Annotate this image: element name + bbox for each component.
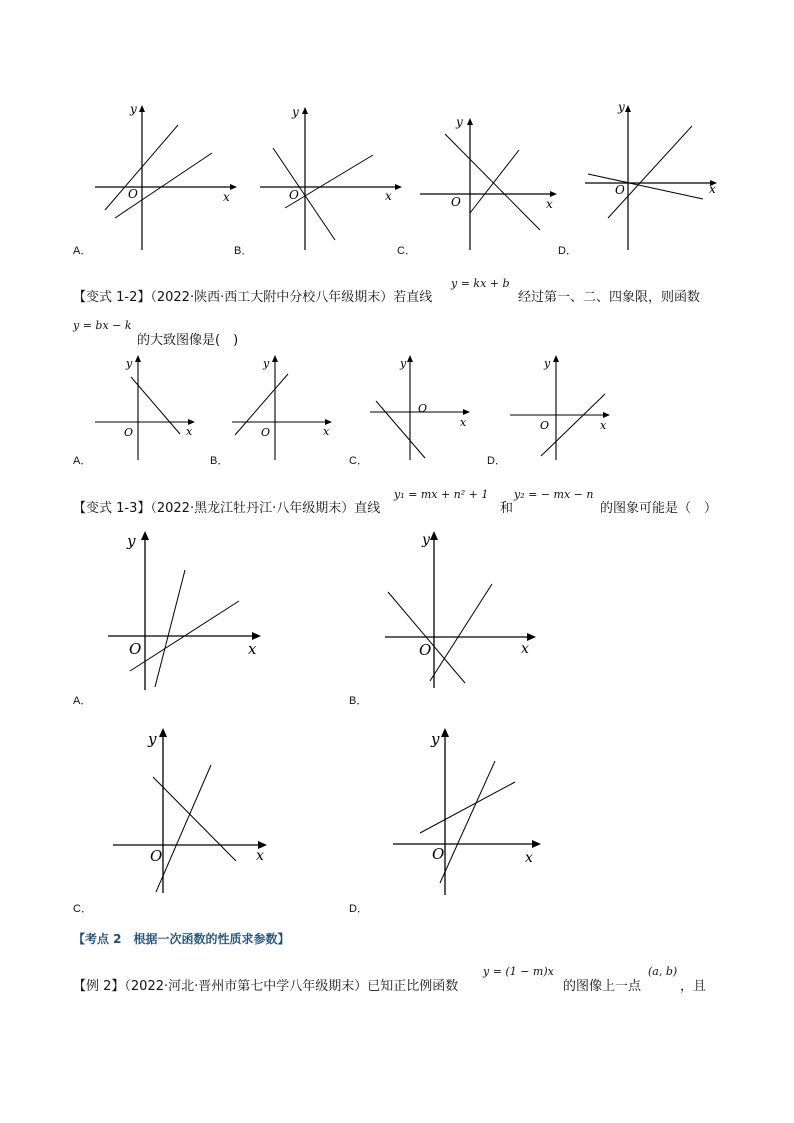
y-label: y bbox=[263, 357, 270, 370]
question-1-2-suffix: 的大致图像是( ) bbox=[137, 333, 239, 348]
option-c-label: C． bbox=[397, 245, 416, 257]
origin-label: O bbox=[540, 419, 550, 432]
origin-label: O bbox=[419, 641, 432, 659]
x-label: x bbox=[460, 416, 467, 429]
graph-1d bbox=[580, 98, 730, 253]
graph-2d bbox=[508, 350, 618, 465]
graph-3c bbox=[110, 725, 270, 895]
question-1-3-eq2: y₂ = − mx − n bbox=[514, 488, 594, 501]
origin-label: O bbox=[150, 847, 163, 865]
example-2-prefix: 【例 2】（2022·河北·晋州市第七中学八年级期末）已知正比例函数 bbox=[73, 979, 459, 994]
option-b-label: B． bbox=[210, 455, 229, 467]
x-label: x bbox=[525, 850, 533, 866]
graph-1b bbox=[255, 100, 405, 255]
origin-label: O bbox=[289, 188, 299, 202]
y-label: y bbox=[400, 357, 407, 370]
y-label: y bbox=[126, 357, 133, 370]
y-label: y bbox=[456, 115, 463, 129]
x-label: x bbox=[385, 189, 392, 203]
example-2-eq1: y = (1 − m)x bbox=[483, 965, 554, 978]
x-label: x bbox=[248, 640, 257, 658]
origin-label: O bbox=[124, 426, 134, 439]
y-label: y bbox=[292, 105, 299, 119]
option-d-label: D． bbox=[487, 455, 506, 467]
x-label: x bbox=[521, 641, 529, 657]
graph-3d bbox=[390, 725, 550, 895]
question-1-3-eq1: y₁ = mx + n² + 1 bbox=[394, 488, 489, 501]
graph-3a bbox=[105, 528, 265, 693]
y-label: y bbox=[422, 532, 430, 548]
question-1-2-eq2: y = bx − k bbox=[73, 319, 132, 332]
question-1-2-prefix: 【变式 1-2】（2022·陕西·西工大附中分校八年级期末）若直线 bbox=[73, 290, 433, 305]
origin-label: O bbox=[615, 183, 625, 197]
option-d-label: D． bbox=[349, 903, 368, 915]
y-label: y bbox=[130, 102, 137, 116]
option-b-label: B． bbox=[349, 695, 368, 707]
y-label: y bbox=[544, 357, 551, 370]
origin-label: O bbox=[418, 402, 428, 415]
option-c-label: C． bbox=[73, 903, 92, 915]
option-d-label: D． bbox=[558, 245, 577, 257]
graph-2c bbox=[368, 350, 478, 465]
y-label: y bbox=[127, 532, 136, 550]
question-1-2-eq1: y = kx + b bbox=[451, 277, 510, 290]
x-label: x bbox=[323, 425, 330, 438]
graph-1a bbox=[90, 100, 240, 255]
graph-2b bbox=[230, 350, 340, 465]
y-label: y bbox=[431, 730, 440, 748]
x-label: x bbox=[600, 419, 607, 432]
origin-label: O bbox=[451, 195, 461, 209]
question-1-3-mid: 和 bbox=[500, 501, 514, 516]
option-a-label: A． bbox=[73, 695, 92, 707]
y-label: y bbox=[148, 730, 157, 748]
example-2-mid: 的图像上一点 bbox=[563, 979, 642, 994]
x-label: x bbox=[223, 190, 230, 204]
question-1-2-mid: 经过第一、二、四象限，则函数 bbox=[518, 290, 701, 305]
option-a-label: A． bbox=[73, 245, 92, 257]
origin-label: O bbox=[129, 640, 142, 658]
x-label: x bbox=[186, 425, 193, 438]
option-c-label: C． bbox=[349, 455, 368, 467]
y-label: y bbox=[618, 100, 625, 114]
option-a-label: A． bbox=[73, 455, 92, 467]
x-label: x bbox=[709, 182, 716, 196]
section-heading: 【考点 2 根据一次函数的性质求参数】 bbox=[73, 932, 290, 946]
x-label: x bbox=[256, 848, 264, 864]
question-1-3-suffix: 的图象可能是（ ） bbox=[600, 501, 718, 516]
graph-2a bbox=[93, 350, 203, 465]
origin-label: O bbox=[128, 187, 138, 201]
x-label: x bbox=[546, 197, 553, 211]
graph-1c bbox=[415, 110, 565, 255]
graph-3b bbox=[382, 528, 542, 693]
example-2-eq2: (a, b) bbox=[648, 965, 678, 978]
origin-label: O bbox=[432, 845, 445, 863]
question-1-3-prefix: 【变式 1-3】（2022·黑龙江牡丹江·八年级期末）直线 bbox=[73, 501, 381, 516]
example-2-suffix: ，且 bbox=[680, 979, 707, 994]
origin-label: O bbox=[261, 426, 271, 439]
option-b-label: B． bbox=[234, 245, 253, 257]
